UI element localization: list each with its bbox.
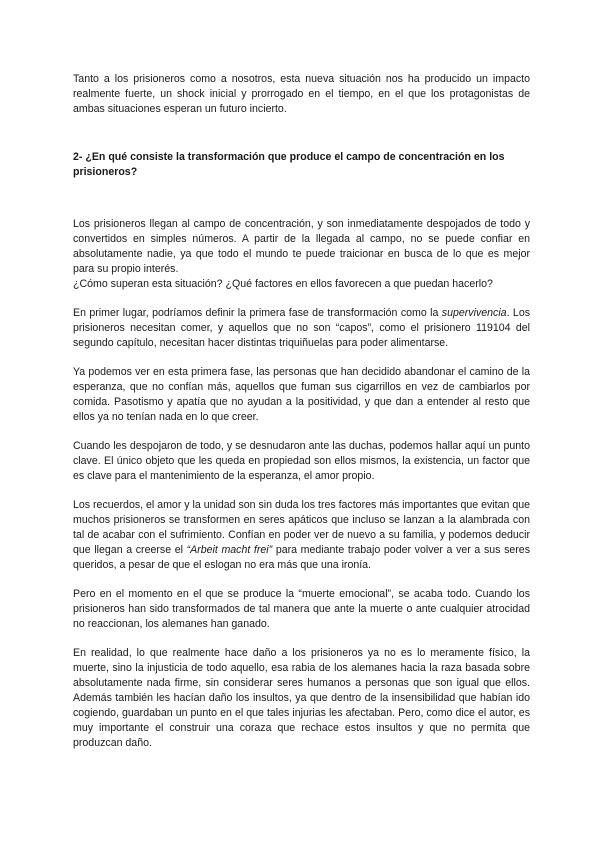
document-body (73, 72, 530, 751)
section-heading: 2- ¿En qué consiste la transformación que produce el campo de concentración en los prisioneros? (73, 151, 505, 178)
paragraph-emotional-death: Pero en el momento en el que se produce la “muerte emocional”, se acaba todo. Cuando los prisioneros han sido transformados de tal manera que ante la muerte o ante cualquier atrocidad no reaccionan, los alemanes han ganado. (73, 588, 530, 630)
paragraph-injustice: En realidad, lo que realmente hace daño a los prisioneros ya no es lo meramente físico, la muerte, sino la injusticia de todo aquello, esa rabia de los alemanes hacia la raza basada sobre absolutamente nada firme, sin considerar seres humanos a personas que son igual que ellos. Además también les hacían daño los insultos, ya que dentro de la insensibilidad que habían ido cogiendo, guardaban un punto en el que tales injurias les afectaban. Pero, como dice el autor, es muy importante el construir una coraza que rechace estos insultos y que no permita que produzcan daño. (73, 647, 530, 749)
italic-term: supervivencia (441, 307, 507, 319)
paragraph-showers: Cuando les despojaron de todo, y se desnudaron ante las duchas, podemos hallar aquí un punto clave. El único objeto que les queda en propiedad son ellos mismos, la existencia, un factor que es clave para el mantenimiento de la esperanza, el amor propio. (73, 440, 530, 482)
paragraph-memories (73, 498, 530, 573)
text-segment: Los recuerdos, el amor y la unidad son sin duda los tres factores más importantes que evitan que muchos prisioneros se transformen en seres apáticos que incluso se lanzan a la alambrada con tal de acabar con el sufrimiento. Confían en poder ver de nuevo a su familia, y podemos deducir que llegan a creerse el (73, 499, 530, 556)
italic-slogan: “Arbeit macht frei” (186, 544, 273, 556)
text-segment: . Los prisioneros necesitan comer, y aquellos que no son “capos”, como el prisionero 119104 del segundo capítulo, necesitan hacer distintas triquiñuelas para poder alimentarse. (73, 307, 531, 349)
paragraph-question: ¿Cómo superan esta situación? ¿Qué factores en ellos favorecen a que puedan hacerlo? (73, 278, 493, 290)
paragraph-arrival: Los prisioneros llegan al campo de concentración, y son inmediatamente despojados de todo y convertidos en simples números. A partir de la llegada al campo, no se puede confiar en absolutamente nadie, ya que todo el mundo te puede traicionar en busca de lo que es mejor para su propio interés. (73, 218, 530, 275)
paragraph-survival (73, 306, 530, 351)
text-segment: para mediante trabajo poder volver a ver a sus seres queridos, a pesar de que el eslogan no era más que una ironía. (73, 544, 530, 571)
intro-paragraph: Tanto a los prisioneros como a nosotros, esta nueva situación nos ha producido un impacto realmente fuerte, un shock inicial y prorrogado en el tiempo, en el que los protagonistas de ambas situaciones esperan un futuro incierto. (73, 73, 530, 115)
paragraph-apathy: Ya podemos ver en esta primera fase, las personas que han decidido abandonar el camino de la esperanza, que no confían más, aquellos que fuman sus cigarrillos en vez de cambiarlos por comida. Pasotismo y apatía que no ayudan a la positividad, y que dan a entender al resto que ellos ya no tenían nada en lo que creer. (73, 366, 530, 423)
text-segment: En primer lugar, podríamos definir la primera fase de transformación como la (73, 307, 442, 319)
